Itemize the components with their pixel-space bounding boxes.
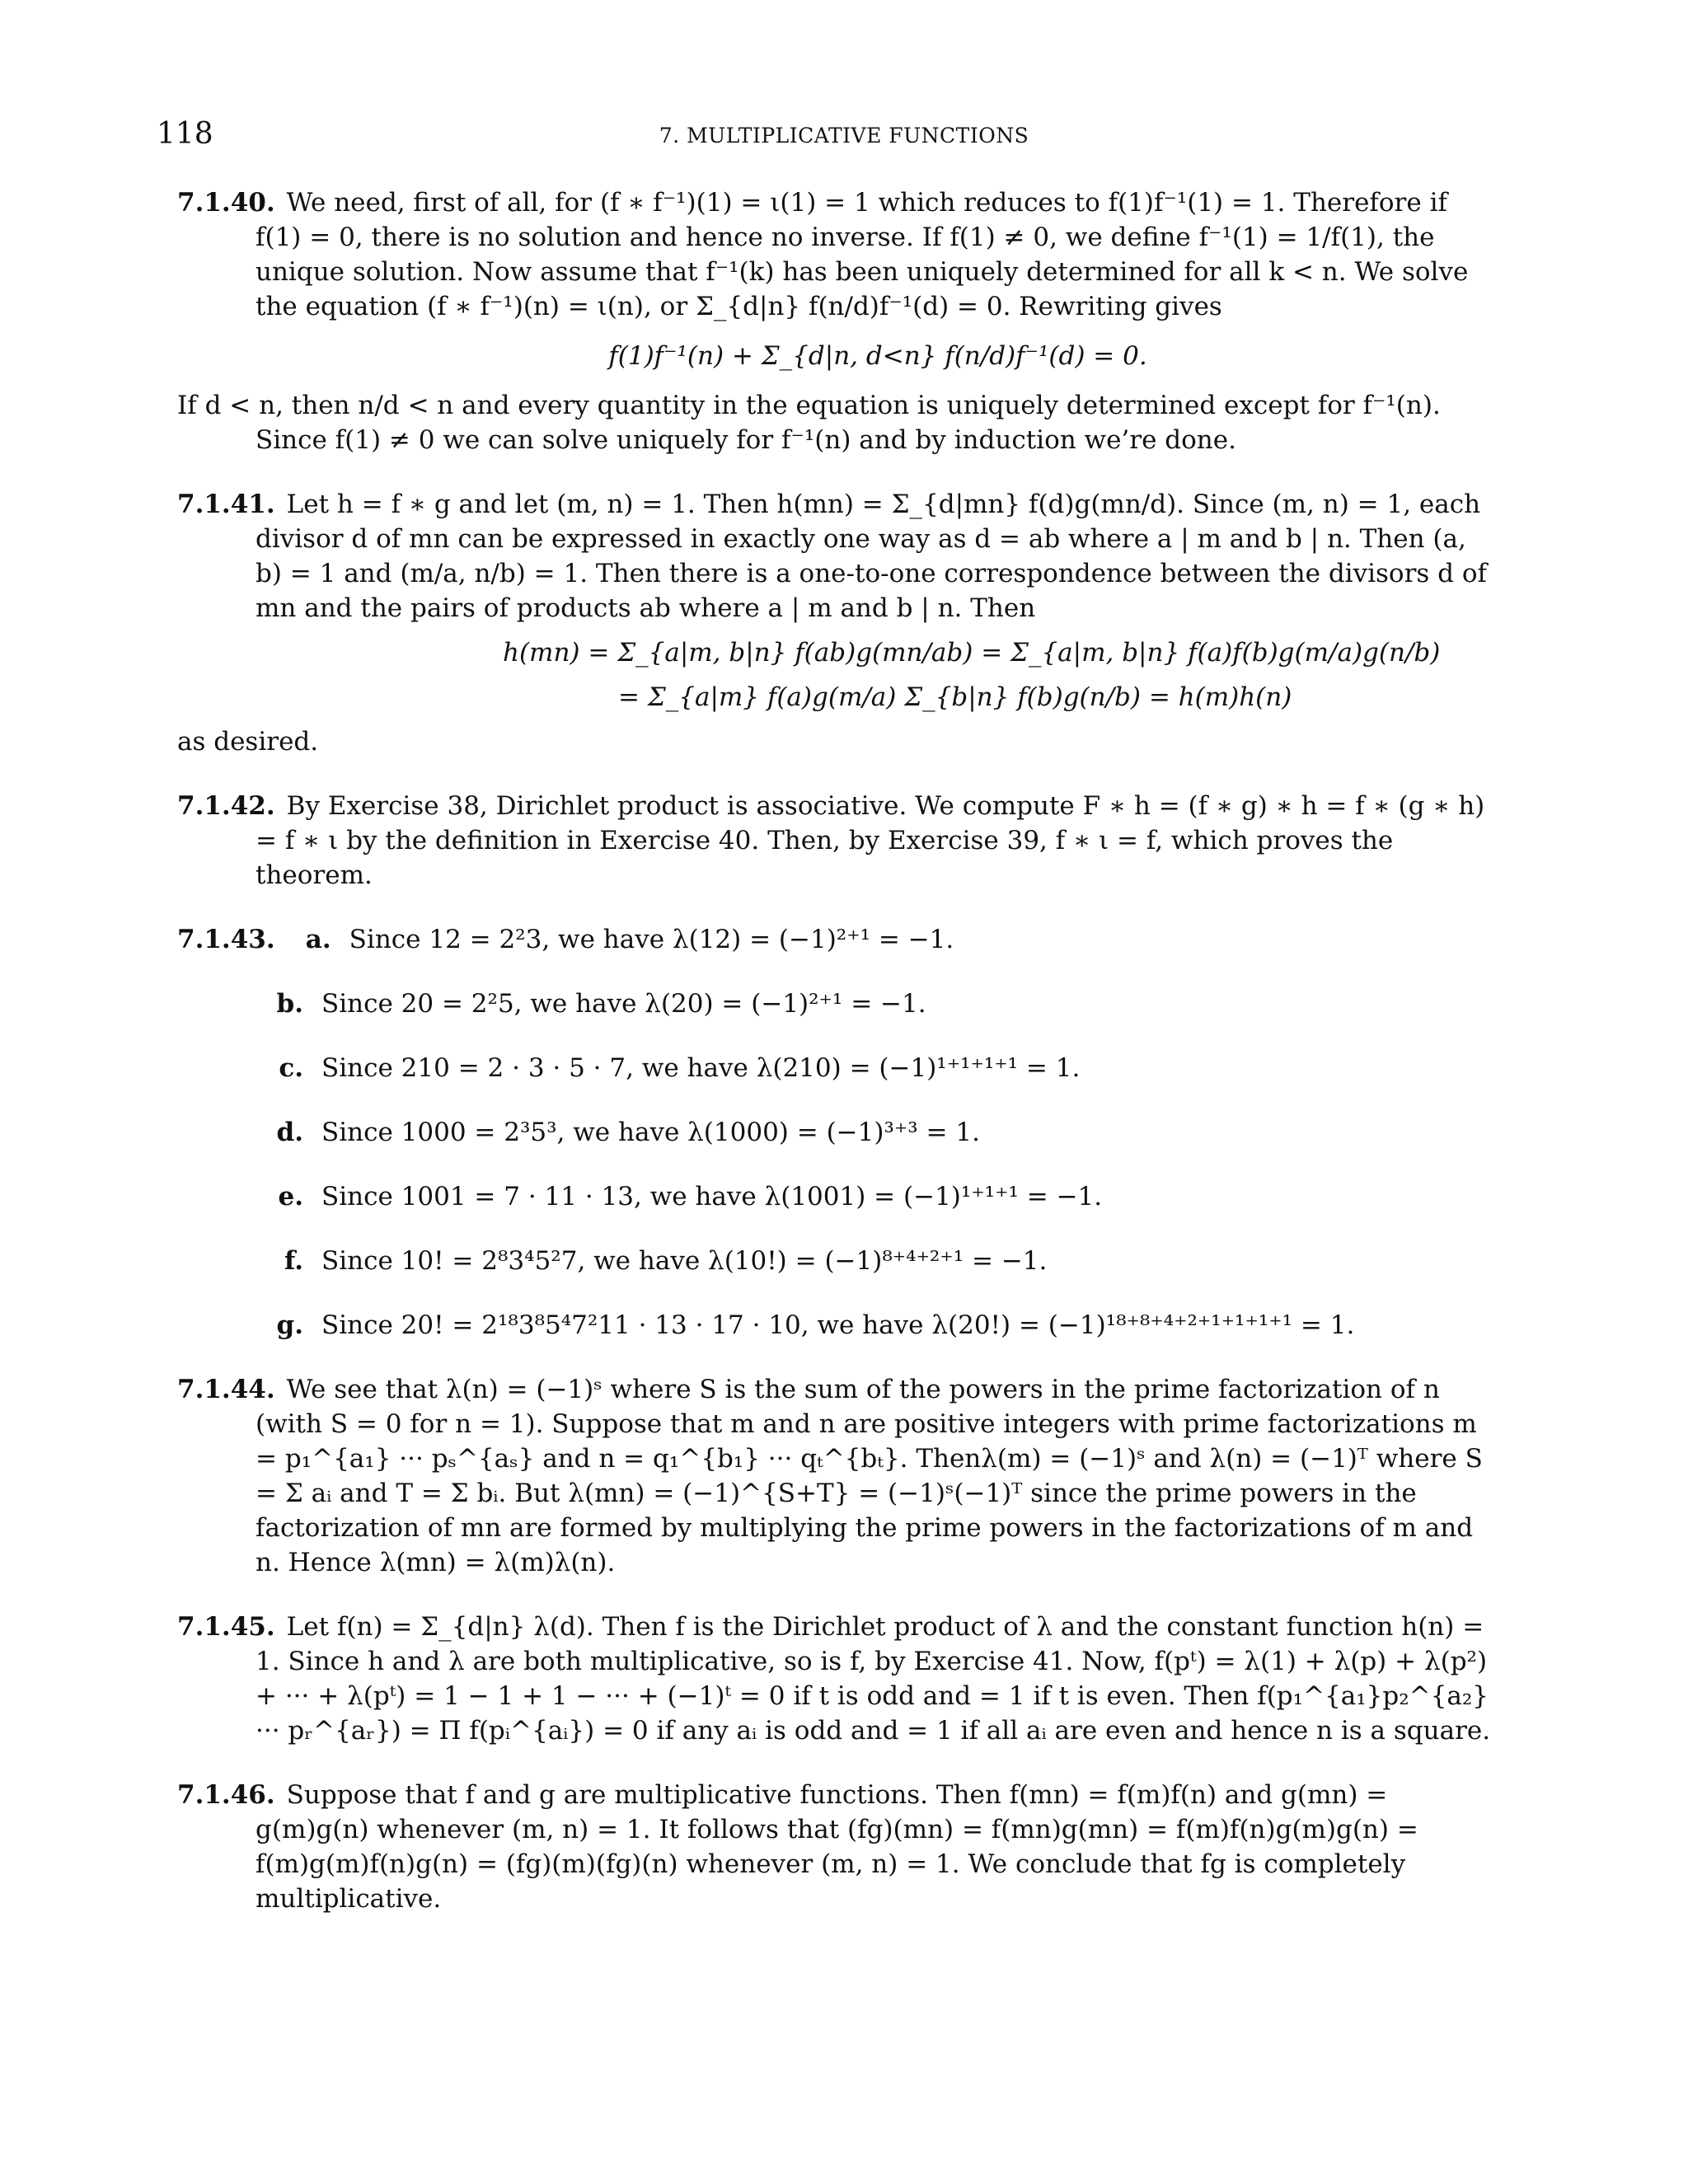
part-label: a.	[305, 925, 331, 954]
page-number: 118	[157, 117, 213, 151]
solution-7-1-43	[177, 922, 1500, 1343]
solution-7-1-42	[177, 789, 1500, 893]
solution-7-1-41	[177, 487, 1500, 759]
solution-text: as desired.	[177, 727, 319, 757]
part-text: Since 20! = 2¹⁸3⁸5⁴7²11 · 13 · 17 · 10, we have λ(20!) = (−1)¹⁸⁺⁸⁺⁴⁺²⁺¹⁺¹⁺¹⁺¹ = 1.	[321, 1310, 1355, 1340]
solution-text: If d < n, then n/d < n and every quantity in the equation is uniquely determined except for f⁻¹(n). Since f(1) ≠ 0 we can solve uniquely for f⁻¹(n) and by induction we’re done.	[177, 391, 1441, 455]
part-c	[256, 1051, 1500, 1085]
page-content	[177, 185, 1500, 1946]
running-head: 7. MULTIPLICATIVE FUNCTIONS	[659, 124, 1029, 148]
part-a	[177, 922, 1500, 957]
solution-label: 7.1.44.	[177, 1375, 275, 1404]
part-label: g.	[276, 1310, 303, 1340]
solution-label: 7.1.42.	[177, 791, 275, 821]
solution-label: 7.1.43.	[177, 925, 275, 954]
part-text: Since 10! = 2⁸3⁴5²7, we have λ(10!) = (−1)⁸⁺⁴⁺²⁺¹ = −1.	[321, 1246, 1048, 1276]
page-header	[0, 117, 1688, 158]
solution-label: 7.1.46.	[177, 1780, 275, 1810]
part-text: Since 1001 = 7 · 11 · 13, we have λ(1001) = (−1)¹⁺¹⁺¹ = −1.	[321, 1182, 1103, 1212]
display-equation: h(mn) = Σ_{a|m, b|n} f(ab)g(mn/ab) = Σ_{a|m, b|n} f(a)f(b)g(m/a)g(n/b)	[503, 638, 1441, 668]
part-label: b.	[276, 989, 303, 1019]
solution-text: We need, first of all, for (f ∗ f⁻¹)(1) = ι(1) = 1 which reduces to f(1)f⁻¹(1) = 1. Therefore if f(1) = 0, there is no solution and hence no inverse. If f(1) ≠ 0, we define f⁻¹(1) = 1/f(1), the unique solution. Now assume that f⁻¹(k) has been uniquely determined for all k < n. We solve the equation (f ∗ f⁻¹)(n) = ι(n), or Σ_{d|n} f(n/d)f⁻¹(d) = 0. Rewriting gives	[256, 188, 1469, 321]
solution-label: 7.1.45.	[177, 1612, 275, 1642]
solution-text: Let f(n) = Σ_{d|n} λ(d). Then f is the Dirichlet product of λ and the constant function h(n) = 1. Since h and λ are both multiplicative, so is f, by Exercise 41. Now, f(pᵗ) = λ(1) + λ(p) + λ(p²) + ··· + λ(pᵗ) = 1 − 1 + 1 − ··· + (−1)ᵗ = 0 if t is odd and = 1 if t is even. Then f(p₁^{a₁}p₂^{a₂} ··· pᵣ^{aᵣ}) = Π f(pᵢ^{aᵢ}) = 0 if any aᵢ is odd and = 1 if all aᵢ are even and hence n is a square.	[256, 1612, 1491, 1746]
solution-text: Let h = f ∗ g and let (m, n) = 1. Then h(mn) = Σ_{d|mn} f(d)g(mn/d). Since (m, n) = 1, each divisor d of mn can be expressed in exactly one way as d = ab where a | m and b | n. Then (a, b) = 1 and (m/a, n/b) = 1. Then there is a one-to-one correspondence between the divisors d of mn and the pairs of products ab where a | m and b | n. Then	[256, 490, 1488, 623]
part-text: Since 12 = 2²3, we have λ(12) = (−1)²⁺¹ = −1.	[349, 925, 954, 954]
solution-7-1-40	[177, 185, 1500, 457]
part-label: c.	[279, 1053, 303, 1083]
part-text: Since 1000 = 2³5³, we have λ(1000) = (−1)³⁺³ = 1.	[321, 1118, 980, 1147]
part-text: Since 210 = 2 · 3 · 5 · 7, we have λ(210) = (−1)¹⁺¹⁺¹⁺¹ = 1.	[321, 1053, 1081, 1083]
part-label: e.	[278, 1182, 303, 1212]
part-e	[256, 1179, 1500, 1214]
solution-7-1-46	[177, 1778, 1500, 1916]
part-list	[177, 987, 1500, 1343]
solution-7-1-45	[177, 1610, 1500, 1748]
part-d	[256, 1115, 1500, 1150]
part-g	[256, 1308, 1500, 1343]
part-f	[256, 1244, 1500, 1278]
part-label: d.	[276, 1118, 303, 1147]
solution-7-1-44	[177, 1372, 1500, 1580]
solution-label: 7.1.40.	[177, 188, 275, 218]
part-label: f.	[284, 1246, 303, 1276]
part-text: Since 20 = 2²5, we have λ(20) = (−1)²⁺¹ = −1.	[321, 989, 926, 1019]
solution-label: 7.1.41.	[177, 490, 275, 519]
display-equation: f(1)f⁻¹(n) + Σ_{d|n, d<n} f(n/d)f⁻¹(d) = 0.	[608, 341, 1147, 371]
solution-text: We see that λ(n) = (−1)ˢ where S is the sum of the powers in the prime factorization of n (with S = 0 for n = 1). Suppose that m and n are positive integers with prime factorizations m = p₁^{a₁} ··· pₛ^{aₛ} and n = q₁^{b₁} ··· qₜ^{bₜ}. Thenλ(m) = (−1)ˢ and λ(n) = (−1)ᵀ where S = Σ aᵢ and T = Σ bᵢ. But λ(mn) = (−1)^{S+T} = (−1)ˢ(−1)ᵀ since the prime powers in the factorization of mn are formed by multiplying the prime powers in the factorizations of m and n. Hence λ(mn) = λ(m)λ(n).	[256, 1375, 1483, 1577]
part-b	[256, 987, 1500, 1021]
solution-text: Suppose that f and g are multiplicative functions. Then f(mn) = f(m)f(n) and g(mn) = g(m)g(n) whenever (m, n) = 1. It follows that (fg)(mn) = f(mn)g(mn) = f(m)f(n)g(m)g(n) = f(m)g(m)f(n)g(n) = (fg)(m)(fg)(n) whenever (m, n) = 1. We conclude that fg is completely multiplicative.	[256, 1780, 1418, 1914]
display-equation: = Σ_{a|m} f(a)g(m/a) Σ_{b|n} f(b)g(n/b) = h(m)h(n)	[618, 682, 1292, 712]
solution-text: By Exercise 38, Dirichlet product is associative. We compute F ∗ h = (f ∗ g) ∗ h = f ∗ (g ∗ h) = f ∗ ι by the definition in Exercise 40. Then, by Exercise 39, f ∗ ι = f, which proves the theorem.	[256, 791, 1485, 890]
